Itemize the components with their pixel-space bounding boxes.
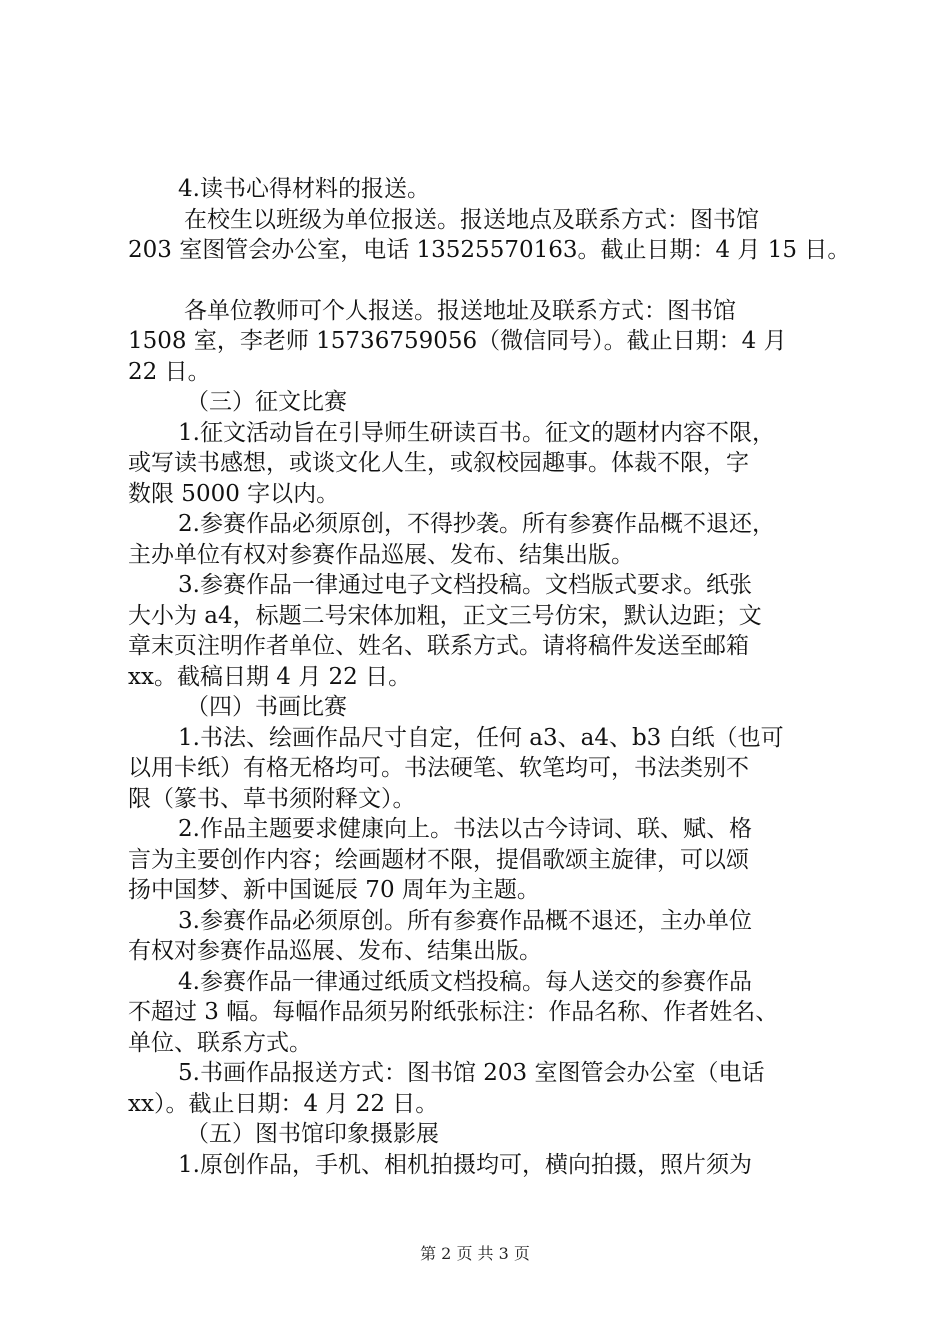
paragraph-line: 3.参赛作品必须原创。所有参赛作品概不退还，主办单位	[178, 907, 752, 934]
paragraph-line: xx）。截止日期：4 月 22 日。	[128, 1090, 439, 1117]
paragraph-line: 言为主要创作内容；绘画题材不限，提倡歌颂主旋律，可以颂	[128, 846, 749, 873]
paragraph-line: 在校生以班级为单位报送。报送地点及联系方式：图书馆	[184, 206, 759, 233]
paragraph-line: 各单位教师可个人报送。报送地址及联系方式：图书馆	[184, 297, 736, 324]
paragraph-line: 203 室图管会办公室，电话 13525570163。截止日期：4 月 15 日。	[128, 237, 851, 263]
paragraph-line: 5.书画作品报送方式：图书馆 203 室图管会办公室（电话	[178, 1060, 765, 1086]
paragraph-line: 1.原创作品，手机、相机拍摄均可，横向拍摄，照片须为	[178, 1151, 752, 1178]
paragraph-line: xx。截稿日期 4 月 22 日。	[128, 663, 412, 690]
paragraph-line: 2.作品主题要求健康向上。书法以古今诗词、联、赋、格	[178, 816, 752, 842]
section-heading: （三）征文比赛	[186, 389, 347, 415]
paragraph-line: 以用卡纸）有格无格均可。书法硬笔、软笔均可，书法类别不	[128, 755, 749, 781]
paragraph-line: 或写读书感想，或谈文化人生，或叙校园趣事。体裁不限，字	[128, 450, 749, 476]
paragraph-line: 1.书法、绘画作品尺寸自定，任何 a3、a4、b3 白纸（也可	[178, 724, 784, 751]
paragraph-line: 4.参赛作品一律通过纸质文档投稿。每人送交的参赛作品	[178, 968, 752, 995]
paragraph-line: 2.参赛作品必须原创，不得抄袭。所有参赛作品概不退还，	[178, 511, 775, 537]
paragraph-line: 3.参赛作品一律通过电子文档投稿。文档版式要求。纸张	[178, 572, 752, 598]
section-heading: （四）书画比赛	[186, 694, 347, 720]
paragraph-heading: 4.读书心得材料的报送。	[178, 176, 430, 202]
paragraph-line: 扬中国梦、新中国诞辰 70 周年为主题。	[128, 877, 540, 903]
paragraph-line: 22 日。	[128, 358, 211, 385]
paragraph-line: 章末页注明作者单位、姓名、联系方式。请将稿件发送至邮箱	[128, 633, 749, 659]
paragraph-line: 1508 室，李老师 15736759056（微信同号）。截止日期：4 月	[128, 328, 787, 354]
paragraph-line: 1.征文活动旨在引导师生研读百书。征文的题材内容不限，	[178, 419, 775, 446]
document-body	[128, 174, 851, 1180]
section-heading: （五）图书馆印象摄影展	[186, 1121, 439, 1147]
paragraph-line: 不超过 3 幅。每幅作品须另附纸张标注：作品名称、作者姓名、	[128, 999, 779, 1025]
paragraph-line: 大小为 a4，标题二号宋体加粗，正文三号仿宋，默认边距；文	[128, 602, 762, 629]
paragraph-line: 数限 5000 字以内。	[128, 480, 340, 507]
paragraph-line: 主办单位有权对参赛作品巡展、发布、结集出版。	[128, 541, 634, 568]
paragraph-line: 有权对参赛作品巡展、发布、结集出版。	[128, 938, 542, 964]
paragraph-line: 限（篆书、草书须附释文）。	[128, 785, 416, 812]
page-number-footer: 第 2 页 共 3 页	[420, 1244, 530, 1263]
paragraph-line: 单位、联系方式。	[128, 1029, 312, 1056]
paragraph-gap	[128, 266, 848, 296]
